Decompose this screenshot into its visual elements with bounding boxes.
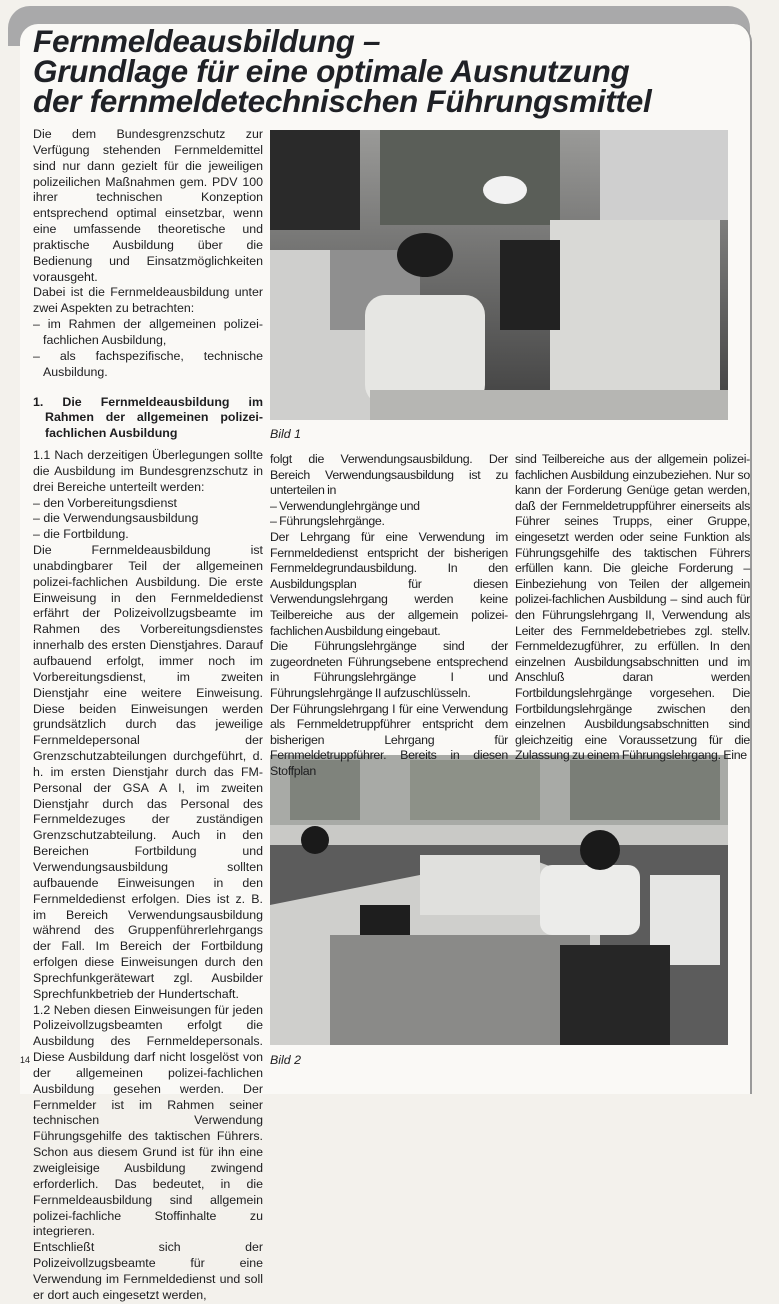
paragraph: Die Fernmeldeausbildung ist unabdingbarer Teil der allgemeinen polizei-fachlichen Ausbildung. Die erste Einweisung in den Fernmeldedienst erfährt der Polizeivollzugsbeamte im Rahmen des Vorbereitungsdienstes innerhalb des ersten Dienstjahres. Darauf aufbauend erfolgt, immer noch im Vorbereitungsdienst, im zweiten Dienstjahr eine weitere Einweisung. Diese beiden Einweisungen werden grundsätzlich durch das jeweilige Fernmeldepersonal der Grenzschutzabteilungen durchgeführt, d. h. im ersten Dienstjahr durch das FM-Personal der GSA A I, im zweiten Dienstjahr durch das Personal des Fernmeldezuges der zuständigen Grenzschutzabteilung. Auch in den Bereichen Fortbildung und Verwendungsausbildung sollten aufbauende Einweisungen in den Fernmeldedienst erfolgen. Dies ist z. B. im Bereich Verwendungsausbildung während des Gruppenführerlehrgangs der Fall. Im Bereich der Fortbildung erfolgen diese Einweisungen durch den Sprechfunkgerätewart zgl. Ausbilder Sprechfunkbetrieb der Hundertschaft.	[33, 543, 263, 1001]
title-line: Fernmeldeausbildung –	[33, 23, 381, 59]
aspects-intro: Dabei ist die Fernmeldeausbildung unter zwei Aspekten zu betrachten:	[33, 285, 263, 316]
paragraph: Der Lehrgang für eine Verwendung im Fernmeldedienst entspricht der bisherigen Fernmeldegrundausbildung. In den Ausbildungsplan für diesen Verwendungslehrgang werden keine Teilbereiche aus der allgemein polizei-fachlichen Ausbildung eingebaut.	[270, 529, 508, 638]
title-line: der fernmeldetechnischen Führungsmittel	[33, 83, 652, 119]
paragraph: folgt die Verwendungsausbildung. Der Bereich Verwendungsausbildung ist zu unterteilen in	[270, 452, 508, 498]
paragraph: Der Führungslehrgang I für eine Verwendung als Fernmeldetruppführer entspricht dem bisherigen Lehrgang für Fernmeldetruppführer. Bereits in diesen Stoffplan	[270, 701, 508, 778]
caption-bild-1: Bild 1	[270, 427, 301, 441]
photo-bild-1	[270, 130, 728, 420]
paragraph: sind Teilbereiche aus der allgemein polizei-fachlichen Ausbildung einzubeziehen. Nur so kann der Forderung Genüge getan werden, daß der Fernmeldetruppführer einerseits als Führer seines Trupps, einer Gruppe, eingesetzt werden oder seine Funktion als Führungsgehilfe des taktischen Führers erfüllen kann. Die gleiche Forderung – Einbeziehung von Teilen der allgemein polizei-fachlichen Ausbildung – sind auch für den Führungslehrgang II, Verwendung als Leiter des Fernmeldebetriebes zgl. stellv. Fernmeldezugführer, zu erfüllen. In den einzelnen Ausbildungsabschnitten und im Anschluß daran werden Fortbildungslehrgänge vorgesehen. Die Fortbildungslehrgänge zwischen den einzelnen Ausbildungsabschnitten sind gleichzeitig eine Voraussetzung für die Zulassung zu einem Führungslehrgang. Eine	[515, 452, 750, 763]
right-column	[515, 452, 750, 764]
article-title	[33, 23, 652, 119]
paragraph: Die Führungslehrgänge sind der zugeordneten Führungsebene entsprechend in Führungslehrgänge I und Führungslehrgänge II aufzuschlüsseln.	[270, 639, 508, 700]
list-item: – den Vorbereitungsdienst	[33, 495, 177, 510]
paragraph: Entschließt sich der Polizeivollzugsbeamte für eine Verwendung im Fernmeldedienst und soll er dort auch eingesetzt werden,	[33, 1240, 263, 1302]
list-item: – die Fortbildung.	[33, 527, 129, 542]
paragraph: 1.2 Neben diesen Einweisungen für jeden Polizeivollzugsbeamten erfolgt die Ausbildung des Fernmeldepersonals. Diese Ausbildung darf nicht losgelöst von der allgemeinen polizei-fachlichen Ausbildung gesehen werden. Der Fernmelder ist im Rahmen seiner technischen Verwendung Führungsgehilfe des taktischen Führers. Schon aus diesem Grund ist für ihn eine zweigleisige Ausbildung zwingend erforderlich. Das bedeutet, in die Fernmeldeausbildung sind allgemein polizei-fachliche Stoffinhalte zu integrieren.	[33, 1002, 263, 1239]
left-column	[33, 127, 263, 1304]
list-item: – die Verwendungsausbildung	[33, 511, 199, 526]
photo-bild-2	[270, 755, 728, 1045]
section-heading: 1. Die Fernmeldeausbildung im Rahmen der allgemeinen polizei-fachlichen Ausbildung	[33, 394, 263, 441]
list-item: – Führungslehrgänge.	[270, 514, 385, 529]
list-item: – Verwendunglehrgänge und	[270, 498, 420, 513]
middle-column	[270, 452, 508, 779]
caption-bild-2: Bild 2	[270, 1053, 301, 1067]
title-line: Grundlage für eine optimale Ausnutzung	[33, 53, 630, 89]
page-number: 14	[20, 1055, 31, 1065]
paragraph: 1.1 Nach derzeitigen Überlegungen sollte die Ausbildung im Bundesgrenzschutz in drei Bereiche unterteilt werden:	[33, 448, 263, 494]
list-item: – im Rahmen der allgemeinen polizei-fachlichen Ausbildung,	[33, 317, 263, 347]
list-item: – als fachspezifische, technische Ausbildung.	[33, 348, 263, 379]
intro-paragraph: Die dem Bundesgrenzschutz zur Verfügung stehenden Fernmeldemittel sind nur dann gezielt für die jeweiligen polizeilichen Maßnahmen gem. PDV 100 ihrer technischen Konzeption entsprechend optimal einsetzbar, wenn eine umfassende theoretische und praktische Ausbildung über die Bedienung und Einsatzmöglichkeiten vorausgeht.	[33, 127, 263, 284]
